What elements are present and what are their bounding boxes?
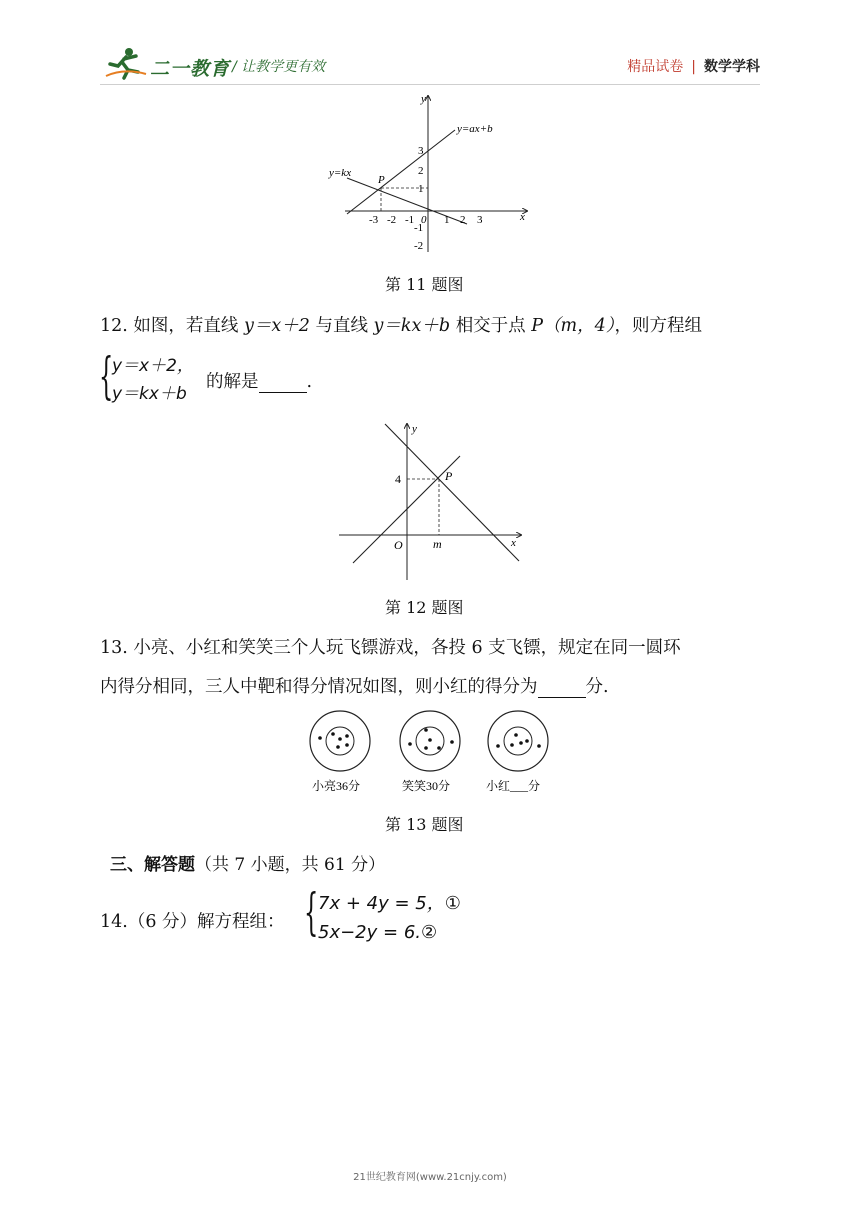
premium-tag: 精品试卷 <box>627 59 684 75</box>
header-separator: | <box>691 59 696 75</box>
fig11-line2-label: y=kx <box>329 167 352 179</box>
target-xiaohong-label: 小红___分 <box>486 779 541 793</box>
fig12-ytick-4: 4 <box>395 472 401 486</box>
fig11-axis-y-label: y <box>421 93 426 105</box>
q13-line2 <box>100 673 609 698</box>
fig11-ytick-neg2: -2 <box>414 240 424 252</box>
fig11-point-label: P <box>378 174 385 186</box>
q12-system-line2: y＝kx＋b <box>112 384 187 404</box>
q12-text-c: 相交于点 <box>455 316 526 336</box>
section-3-note: （共 7 小题，共 61 分） <box>195 855 386 875</box>
figure-12 <box>335 418 530 583</box>
target-xiaoxiao <box>400 711 460 771</box>
fig11-axis-x-label: x <box>520 211 525 223</box>
fig12-point-label: P <box>445 469 453 483</box>
fig12-line-kx-b <box>385 424 519 561</box>
fig11-xtick-3: 3 <box>477 214 483 226</box>
fig11-xtick-2: 2 <box>460 214 466 226</box>
logo-runner-icon <box>104 46 148 80</box>
q12-point: P（m，4） <box>531 316 615 336</box>
question-12-text <box>100 312 702 337</box>
q14-eq1: 7x + 4y = 5，① <box>318 893 461 914</box>
fig11-xtick-neg1: -1 <box>405 214 415 226</box>
page-footer: 21世纪教育网(www.21cnjy.com) <box>353 1172 507 1183</box>
target-xiaohong <box>488 711 548 771</box>
section-3-title: 三、解答题 <box>110 855 195 875</box>
target-xiaoliang-label: 小亮36分 <box>312 779 361 793</box>
q12-answer-blank[interactable] <box>259 374 307 393</box>
fig12-origin: O <box>394 538 403 552</box>
fig11-line1-label: y=ax+b <box>457 123 493 135</box>
q14-prefix: 14.（6 分）解方程组： <box>100 912 285 932</box>
fig13-caption: 第 13 题图 <box>385 815 464 834</box>
fig11-line-ax-b <box>347 130 455 214</box>
q12-system-line1: y＝x＋2， <box>112 356 194 376</box>
brand-name: 二一教育 <box>150 58 231 80</box>
header-tags <box>627 56 760 76</box>
fig11-xtick-neg3: -3 <box>369 214 379 226</box>
fig11-caption: 第 11 题图 <box>385 275 464 294</box>
fig11-ytick-2: 2 <box>418 165 424 177</box>
target-xiaoxiao-label: 笑笑30分 <box>402 779 451 793</box>
subject-tag: 数学学科 <box>704 59 760 75</box>
fig12-axis-x-label: x <box>511 537 516 549</box>
q14-system <box>318 889 461 947</box>
brand-slogan: / 让教学更有效 <box>232 59 326 75</box>
header-divider <box>100 84 760 85</box>
q13-line2-text: 内得分相同，三人中靶和得分情况如图，则小红的得分为 <box>100 677 538 697</box>
q12-brace: { <box>99 347 114 405</box>
q13-answer-blank[interactable] <box>538 679 586 698</box>
fig11-ytick-3: 3 <box>418 145 424 157</box>
q12-end: . <box>306 372 313 392</box>
q12-answer-prompt <box>206 368 312 393</box>
q12-text-a: 如图，若直线 <box>133 316 239 336</box>
section-3-heading <box>110 850 385 875</box>
target-xiaoliang <box>310 711 370 771</box>
fig11-ytick-neg1: -1 <box>414 222 424 234</box>
fig12-axis-y-label: y <box>412 423 417 435</box>
q12-eq1: y＝x＋2 <box>244 316 310 336</box>
q13-end: 分. <box>585 677 609 697</box>
q14-eq2: 5x−2y = 6.② <box>318 922 438 943</box>
fig12-caption: 第 12 题图 <box>385 598 464 617</box>
fig11-ytick-1: 1 <box>418 183 424 195</box>
figure-11 <box>325 92 535 260</box>
q12-eq2: y＝kx＋b <box>373 316 451 336</box>
q12-system <box>112 352 194 408</box>
fig11-xtick-neg2: -2 <box>387 214 397 226</box>
q14-brace: { <box>304 883 319 941</box>
figure-13 <box>300 708 560 798</box>
fig11-xtick-1: 1 <box>444 214 450 226</box>
fig11-xtick-0: 0 <box>421 214 427 226</box>
q12-text-d: ，则方程组 <box>614 316 703 336</box>
q13-line1: 13. 小亮、小红和笑笑三个人玩飞镖游戏，各投 6 支飞镖，规定在同一圆环 <box>100 638 681 658</box>
q12-text-b: 与直线 <box>315 316 368 336</box>
q12-text-e: 的解是 <box>206 372 259 392</box>
q12-number: 12. <box>100 316 128 336</box>
fig12-xtick-m: m <box>433 537 442 551</box>
